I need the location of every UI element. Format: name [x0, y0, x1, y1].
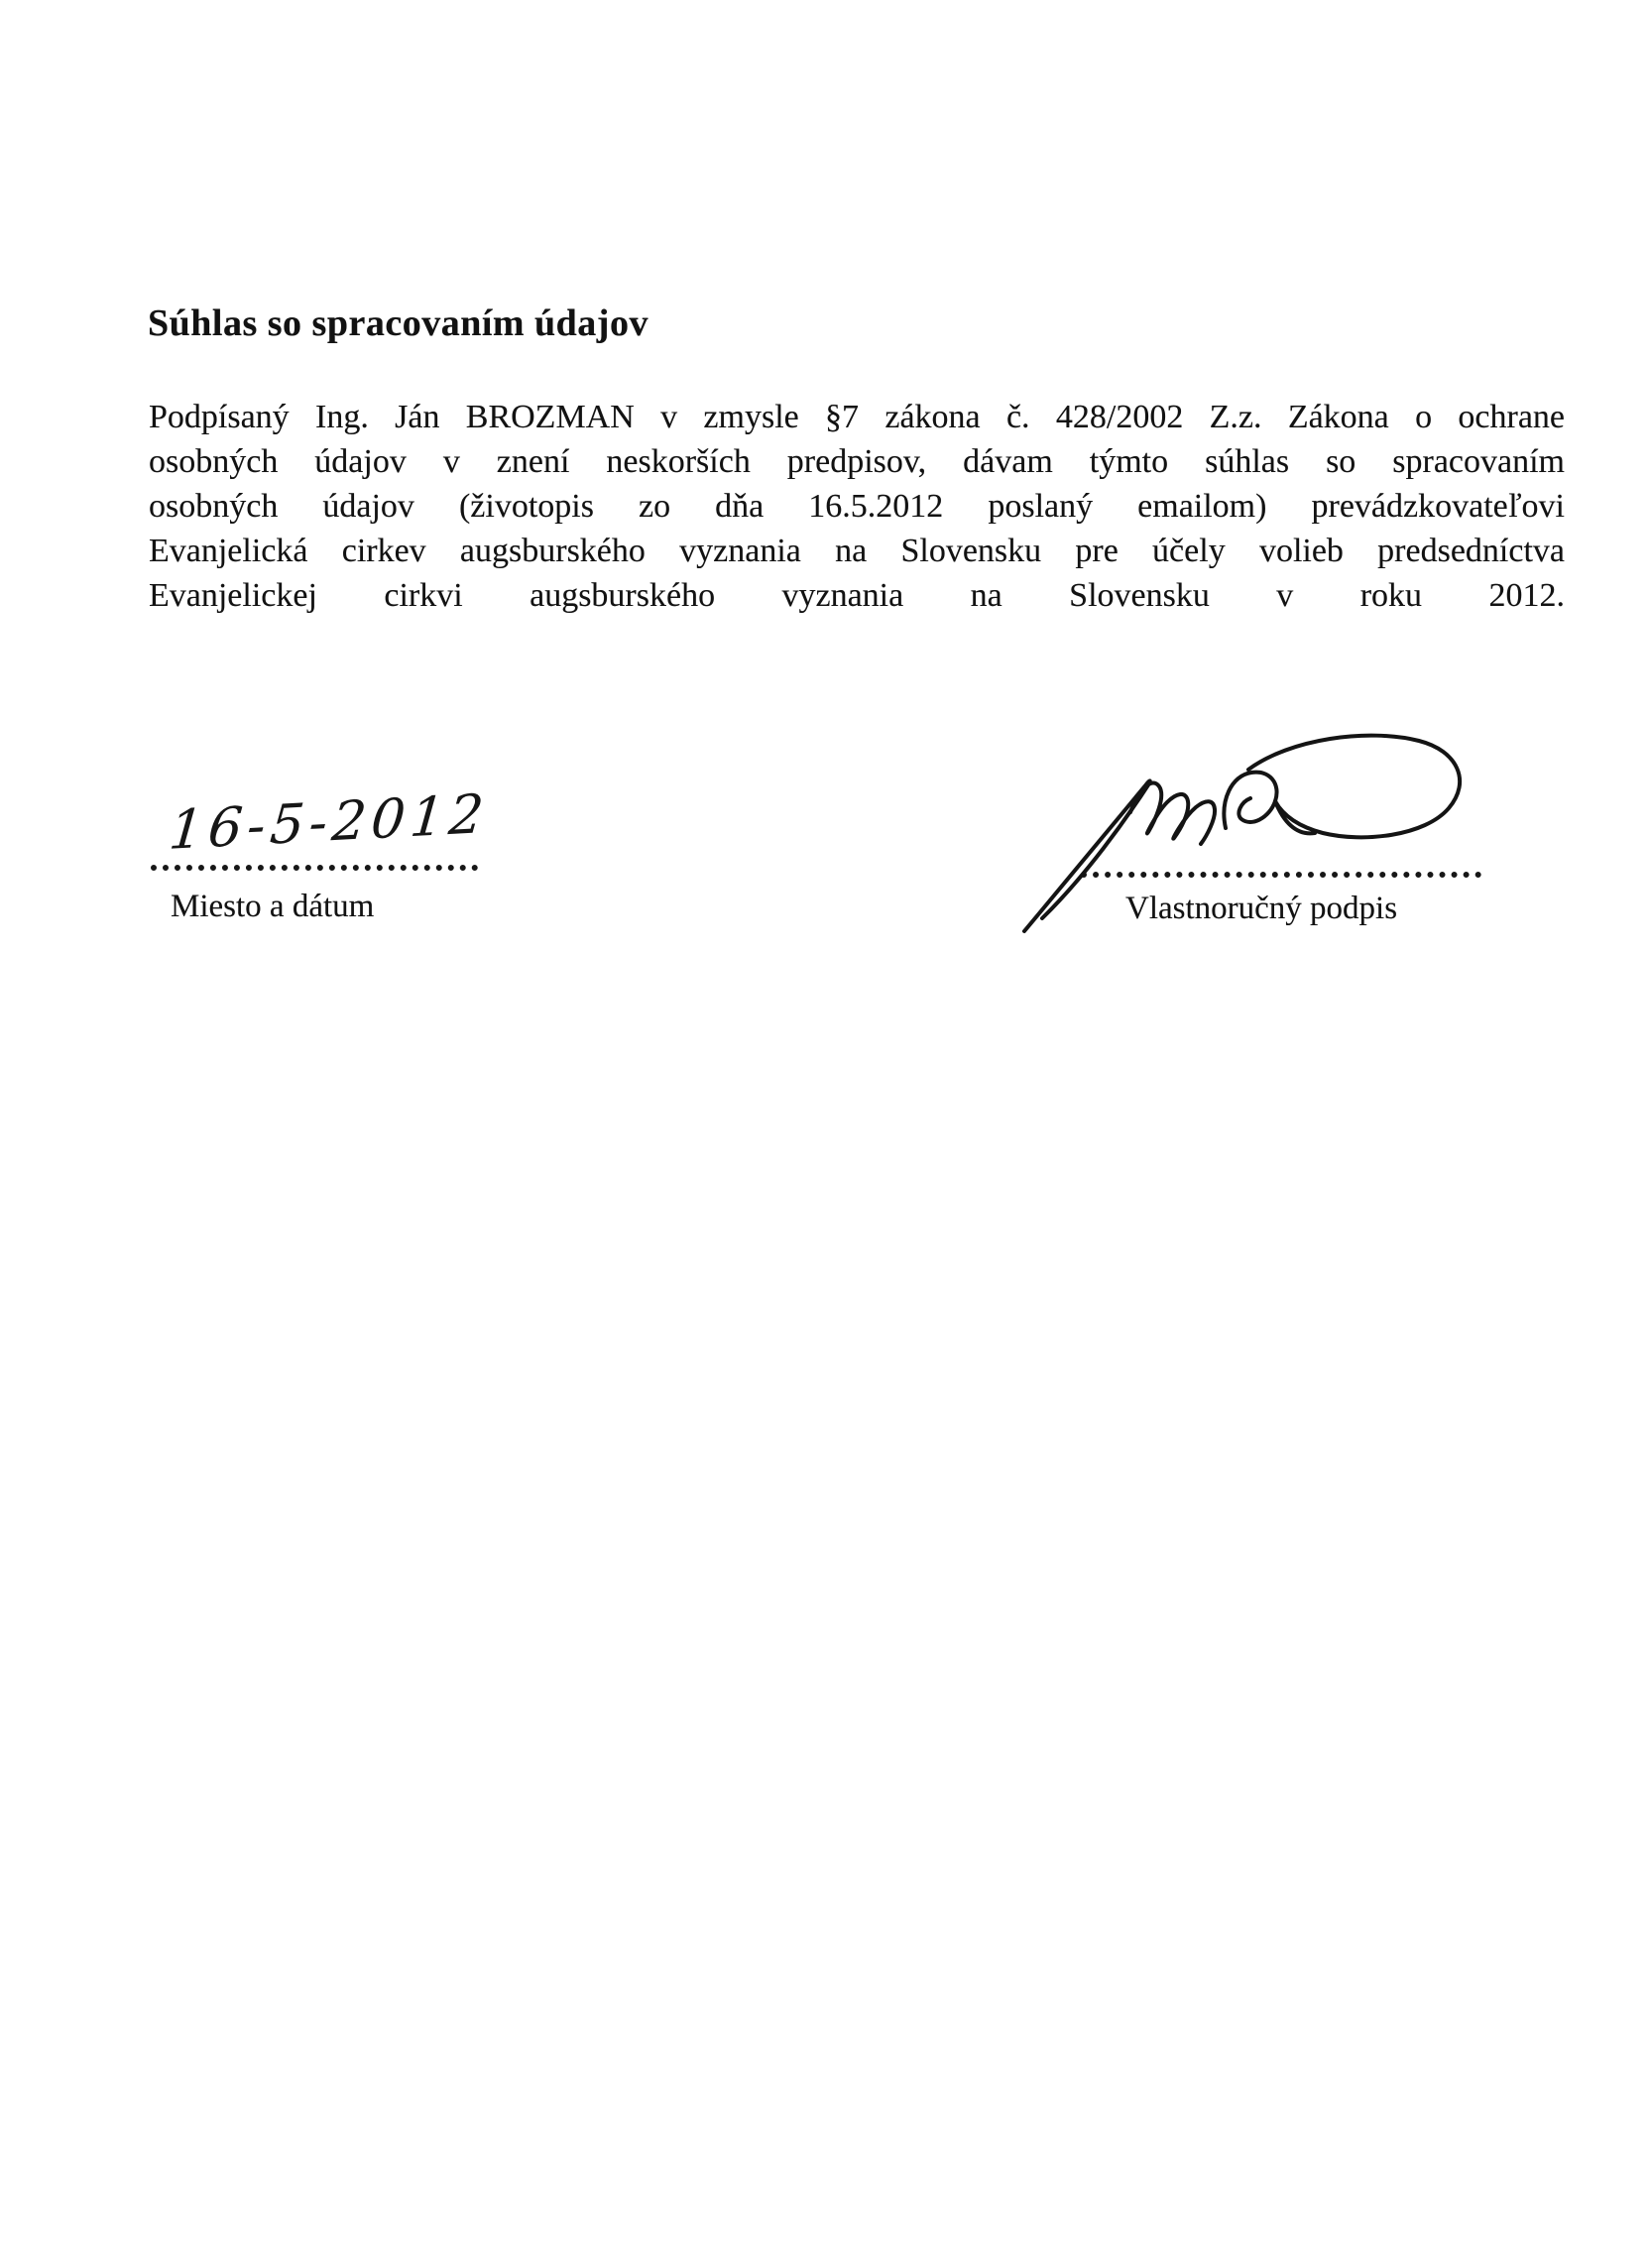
paragraph-line: Evanjelická cirkev augsburského vyznania na Slovensku pre účely volieb predsedníctva: [149, 533, 1565, 569]
consent-paragraph: [149, 395, 1565, 618]
paragraph-line: osobných údajov (životopis zo dňa 16.5.2012 poslaný emailom) prevádzkovateľovi: [149, 488, 1565, 525]
document-title: Súhlas so spracovaním údajov: [148, 302, 648, 344]
handwritten-date-value: 16-5-2012: [167, 781, 492, 862]
handwritten-signature-icon: [1014, 727, 1480, 940]
date-dotted-line: [151, 865, 478, 871]
signature-caption: Vlastnoručný podpis: [1125, 891, 1398, 926]
paragraph-line: osobných údajov v znení neskorších predpisov, dávam týmto súhlas so spracovaním: [149, 443, 1565, 480]
date-caption: Miesto a dátum: [171, 889, 375, 924]
paragraph-line: Podpísaný Ing. Ján BROZMAN v zmysle §7 zákona č. 428/2002 Z.z. Zákona o ochrane: [149, 399, 1565, 435]
paragraph-line: Evanjelickej cirkvi augsburského vyznania na Slovensku v roku 2012.: [149, 577, 1565, 614]
